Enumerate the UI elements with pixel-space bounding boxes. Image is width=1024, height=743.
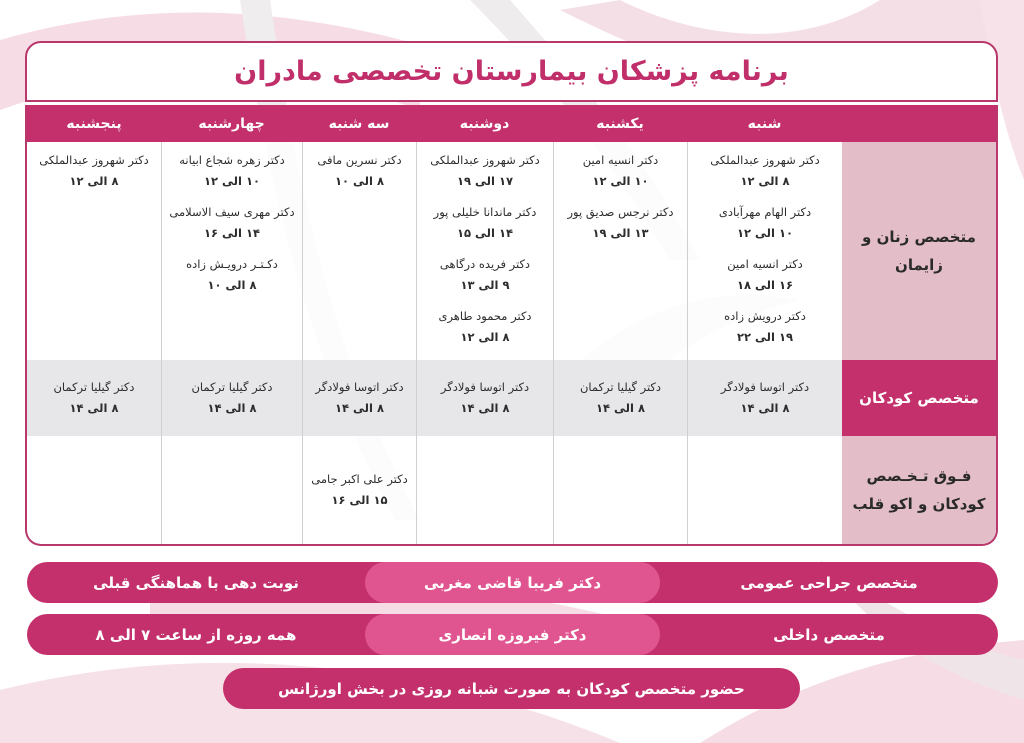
doctor-hours: ۸ الی ۱۲ (740, 174, 790, 188)
schedule-cell-sunday (553, 436, 687, 544)
schedule-cell-wednesday (161, 436, 302, 544)
doctor-entry (688, 202, 842, 244)
day-header-thursday: پنجشنبه (27, 105, 161, 142)
schedule-cell-wednesday (161, 142, 302, 360)
header-corner (842, 105, 996, 142)
doctor-hours: ۸ الی ۱۴ (335, 401, 384, 415)
doctor-name: دکتر گیلیا ترکمان (53, 380, 135, 394)
doctor-name: دکتر شهروز عبدالملکی (710, 153, 820, 167)
doctor-hours: ۸ الی ۱۴ (69, 401, 119, 415)
doctor-hours: ۱۷ الی ۱۹ (457, 174, 513, 188)
doctor-hours: ۱۰ الی ۱۲ (204, 174, 260, 188)
doctor-hours: ۱۴ الی ۱۶ (204, 226, 260, 240)
schedule-cell-saturday (687, 142, 842, 360)
schedule-cell-monday (416, 360, 553, 436)
doctor-name: دکـتـر درویـش زاده (186, 257, 278, 271)
day-header-tuesday: سه شنبه (302, 105, 416, 142)
info-doctor: دکتر فریبا قاضی مغربی (365, 562, 660, 603)
title-box (25, 41, 998, 102)
doctor-hours: ۱۴ الی ۱۵ (457, 226, 513, 240)
doctor-name: دکتر گیلیا ترکمان (191, 380, 273, 394)
schedule-cell-thursday (27, 436, 161, 544)
schedule-table (25, 105, 998, 546)
doctor-entry (417, 202, 553, 244)
info-row-internal-medicine (27, 614, 998, 655)
doctor-hours: ۱۹ الی ۲۲ (737, 330, 793, 344)
schedule-cell-sunday (553, 360, 687, 436)
doctor-hours: ۱۵ الی ۱۶ (331, 493, 388, 507)
schedule-cell-monday (416, 436, 553, 544)
row-header-line: کودکان و اکو قلب (852, 495, 986, 513)
doctor-name: دکتر زهره شجاع ابیانه (179, 153, 285, 167)
doctor-name: دکتر نسرین مافی (317, 153, 402, 167)
info-row-general-surgery (27, 562, 998, 603)
schedule-cell-saturday (687, 360, 842, 436)
day-header-wednesday: چهارشنبه (161, 105, 302, 142)
doctor-entry (417, 254, 553, 296)
doctor-hours: ۸ الی ۱۰ (207, 278, 257, 292)
schedule-cell-monday (416, 142, 553, 360)
doctor-entry (688, 306, 842, 348)
doctor-name: دکتر شهروز عبدالملکی (430, 153, 540, 167)
doctor-hours: ۸ الی ۱۲ (69, 174, 119, 188)
doctor-hours: ۸ الی ۱۴ (207, 401, 257, 415)
doctor-hours: ۱۰ الی ۱۲ (737, 226, 793, 240)
doctor-hours: ۱۶ الی ۱۸ (737, 278, 793, 292)
schedule-cell-tuesday (302, 142, 416, 360)
schedule-cell-tuesday (302, 360, 416, 436)
doctor-hours: ۱۰ الی ۱۲ (592, 174, 649, 188)
info-doctor: دکتر فیروزه انصاری (365, 614, 660, 655)
doctor-entry (162, 254, 302, 296)
schedule-cell-saturday (687, 436, 842, 544)
doctor-hours: ۸ الی ۱۲ (460, 330, 510, 344)
doctor-entry (303, 150, 416, 192)
schedule-cell-tuesday (302, 436, 416, 544)
doctor-entry (417, 306, 553, 348)
doctor-entry (554, 202, 687, 244)
schedule-cell-thursday (27, 360, 161, 436)
row-header-pediatric-cardiology (842, 436, 996, 544)
emergency-note: حضور متخصص کودکان به صورت شبانه روزی در بخش اورژانس (223, 668, 800, 709)
doctor-entry (162, 150, 302, 192)
doctor-hours: ۸ الی ۱۰ (335, 174, 384, 188)
doctor-name: دکتر اتوسا فولادگر (315, 380, 404, 394)
doctor-name: دکتر نرجس صدیق پور (567, 205, 674, 219)
info-note: همه روزه از ساعت ۷ الی ۸ (95, 625, 297, 644)
doctor-name: دکتر انسیه امین (727, 257, 803, 271)
doctor-entry (27, 150, 161, 192)
doctor-name: دکتر شهروز عبدالملکی (39, 153, 149, 167)
doctor-entry (688, 254, 842, 296)
schedule-cell-thursday (27, 142, 161, 360)
day-header-monday: دوشنبه (416, 105, 553, 142)
info-note: نوبت دهی با هماهنگی قبلی (93, 573, 299, 592)
doctor-hours: ۱۳ الی ۱۹ (592, 226, 649, 240)
day-header-saturday: شنبه (687, 105, 842, 142)
page-title: برنامه پزشکان بیمارستان تخصصی مادران (234, 56, 789, 87)
doctor-hours: ۹ الی ۱۳ (460, 278, 510, 292)
doctor-name: دکتر درویش زاده (724, 309, 806, 323)
doctor-entry (554, 150, 687, 192)
row-header-line: فـوق تـخـصص (866, 467, 972, 485)
doctor-entry (688, 150, 842, 192)
schedule-cell-sunday (553, 142, 687, 360)
doctor-name: دکتر اتوسا فولادگر (720, 380, 810, 394)
doctor-name: دکتر گیلیا ترکمان (579, 380, 662, 394)
doctor-hours: ۸ الی ۱۴ (740, 401, 790, 415)
info-specialty: متخصص داخلی (773, 625, 885, 644)
schedule-cell-wednesday (161, 360, 302, 436)
doctor-name: دکتر مهری سیف الاسلامی (169, 205, 295, 219)
info-specialty: متخصص جراحی عمومی (740, 573, 918, 592)
doctor-name: دکتر ماندانا خلیلی پور (433, 205, 537, 219)
doctor-name: دکتر علی اکبر جامی (311, 472, 408, 486)
doctor-name: دکتر الهام مهرآبادی (718, 205, 812, 219)
doctor-hours: ۸ الی ۱۴ (596, 401, 645, 415)
doctor-hours: ۸ الی ۱۴ (460, 401, 510, 415)
doctor-name: دکتر اتوسا فولادگر (440, 380, 530, 394)
doctor-name: دکتر فریده درگاهی (439, 257, 531, 271)
doctor-entry (417, 150, 553, 192)
row-header-gynecology: متخصص زنان و زایمان (842, 142, 996, 360)
row-header-pediatrics: متخصص کودکان (842, 360, 996, 436)
doctor-name: دکتر محمود طاهری (438, 309, 532, 323)
doctor-entry (162, 202, 302, 244)
doctor-name: دکتر انسیه امین (582, 153, 659, 167)
day-header-sunday: یکشنبه (553, 105, 687, 142)
